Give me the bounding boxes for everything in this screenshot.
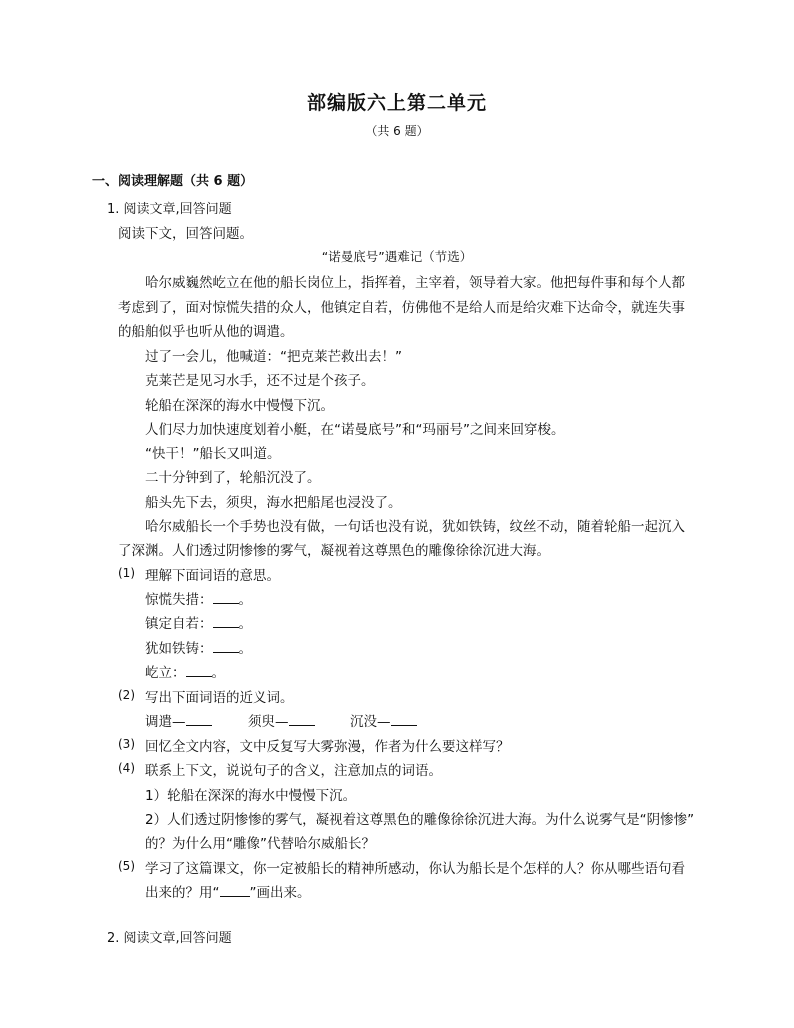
passage-paragraph-6: “快干！”船长又叫道。 [145, 446, 281, 462]
subquestion-1-item-d: 屹立： 。 [145, 665, 225, 681]
subquestion-5-number: (5) [118, 859, 135, 873]
passage-paragraph-7: 二十分钟到了，轮船沉没了。 [145, 470, 321, 486]
underline-mark [220, 884, 250, 897]
subquestion-1-item-a: 惊慌失措： 。 [145, 592, 252, 608]
subquestion-3-number: (3) [118, 737, 135, 751]
passage-paragraph-8: 船头先下去，须臾，海水把船尾也浸没了。 [145, 495, 402, 511]
subquestion-1-prompt: 理解下面词语的意思。 [145, 568, 280, 584]
answer-blank[interactable] [391, 713, 417, 726]
subquestion-4-number: (4) [118, 761, 135, 775]
subquestion-2-item-c: 沉没— [350, 710, 417, 730]
answer-blank[interactable] [289, 713, 315, 726]
passage-paragraph-4: 轮船在深深的海水中慢慢下沉。 [145, 398, 334, 414]
answer-blank[interactable] [186, 664, 212, 677]
subquestion-5-prompt-line-2: 出来的？用“ ”画出来。 [145, 885, 311, 901]
answer-blank[interactable] [213, 591, 239, 604]
subquestion-4-sentence-2-line-2: 的？为什么用“雕像”代替哈尔威船长？ [145, 836, 375, 852]
passage-paragraph-5: 人们尽力加快速度划着小艇，在“诺曼底号”和“玛丽号”之间来回穿梭。 [145, 422, 565, 438]
passage-paragraph-1-line-2: 考虑到了，面对惊慌失措的众人，他镇定自若，仿佛他不是给人而是给灾难下达命令，就连失事 [118, 300, 685, 316]
passage-paragraph-1-line-1: 哈尔威巍然屹立在他的船长岗位上，指挥着，主宰着，领导着大家。他把每件事和每个人都 [145, 275, 685, 291]
passage-paragraph-9-line-2: 了深渊。人们透过阴惨惨的雾气，凝视着这尊黑色的雕像徐徐沉进大海。 [118, 543, 550, 559]
question-count: （共 6 题） [365, 124, 429, 138]
subquestion-2-item-b: 须臾— [248, 710, 315, 730]
subquestion-4-sentence-2-line-1: 2）人们透过阴惨惨的雾气，凝视着这尊黑色的雕像徐徐沉进大海。为什么说雾气是“阴惨惨” [145, 812, 695, 828]
subquestion-1-number: (1) [118, 566, 135, 580]
question-1-intro: 阅读下文，回答问题。 [118, 226, 253, 242]
answer-blank[interactable] [213, 640, 239, 653]
passage-paragraph-3: 克莱芒是见习水手，还不过是个孩子。 [145, 373, 375, 389]
subquestion-4-prompt: 联系上下文，说说句子的含义，注意加点的词语。 [145, 763, 442, 779]
subquestion-2-prompt: 写出下面词语的近义词。 [145, 690, 294, 706]
answer-blank[interactable] [213, 615, 239, 628]
subquestion-1-item-c: 犹如铁铸： 。 [145, 641, 252, 657]
section-heading: 一、阅读理解题（共 6 题） [92, 174, 254, 189]
question-1-heading: 1. 阅读文章,回答问题 [107, 202, 232, 217]
passage-title: “诺曼底号”遇难记（节选） [321, 249, 473, 264]
passage-paragraph-9-line-1: 哈尔威船长一个手势也没有做，一句话也没有说，犹如铁铸，纹丝不动，随着轮船一起沉入 [145, 519, 685, 535]
subquestion-1-item-b: 镇定自若： 。 [145, 616, 252, 632]
document-title: 部编版六上第二单元 [306, 92, 487, 114]
subquestion-2-number: (2) [118, 688, 135, 702]
question-2-heading: 2. 阅读文章,回答问题 [107, 931, 232, 946]
subquestion-3-prompt: 回忆全文内容，文中反复写大雾弥漫，作者为什么要这样写？ [145, 739, 510, 755]
subquestion-2-item-a: 调遣— [145, 710, 212, 730]
passage-paragraph-2: 过了一会儿，他喊道：“把克莱芒救出去！” [145, 349, 402, 365]
subquestion-4-sentence-1: 1）轮船在深深的海水中慢慢下沉。 [145, 788, 357, 804]
subquestion-5-prompt-line-1: 学习了这篇课文，你一定被船长的精神所感动，你认为船长是个怎样的人？你从哪些语句看 [145, 861, 685, 877]
answer-blank[interactable] [186, 713, 212, 726]
passage-paragraph-1-line-3: 的船舶似乎也听从他的调遣。 [118, 324, 294, 340]
